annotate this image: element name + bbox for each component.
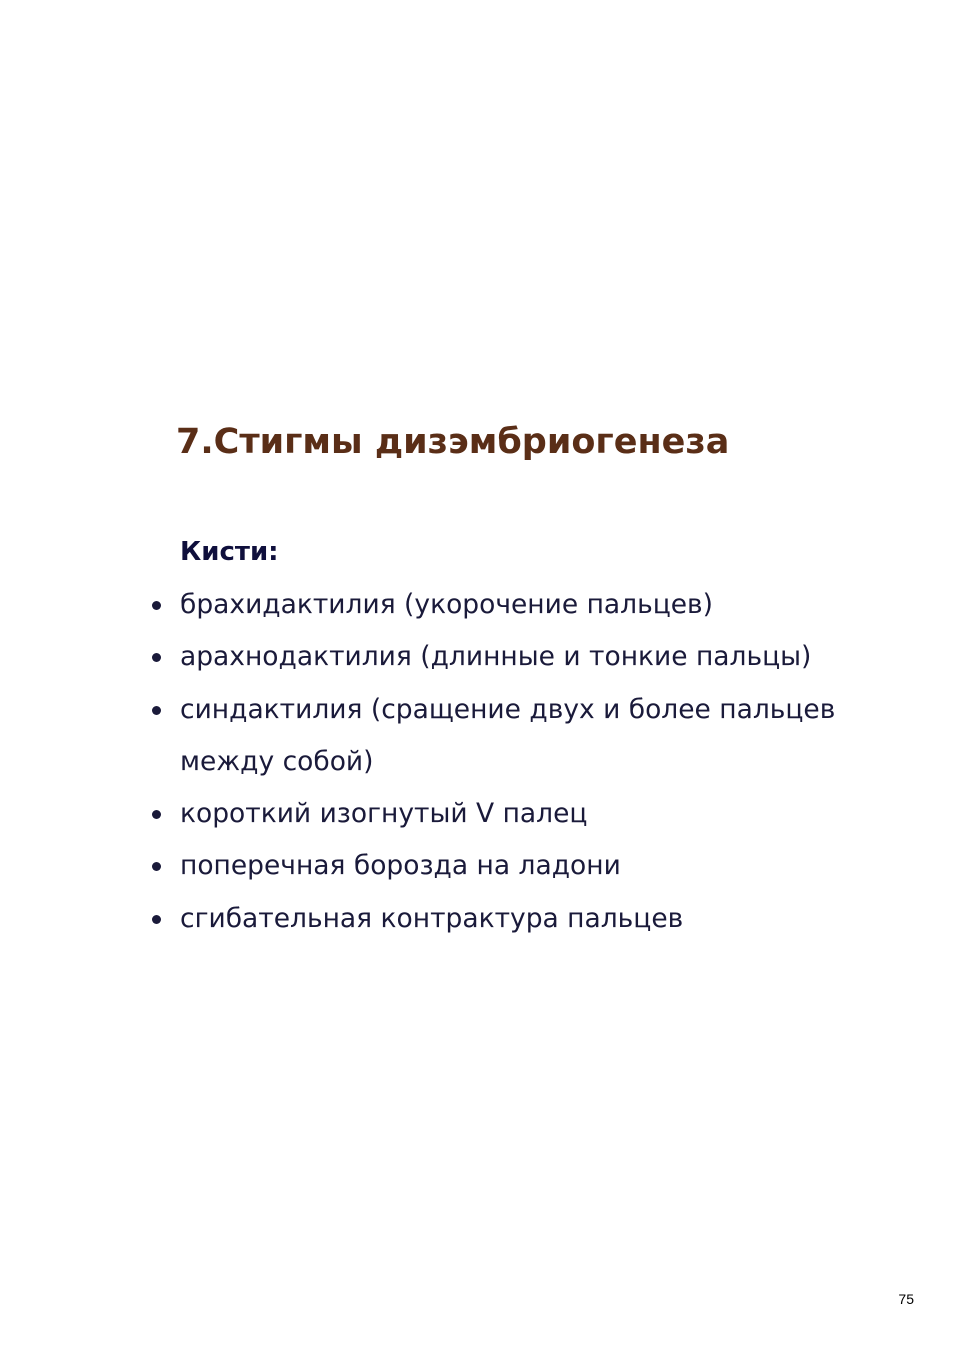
slide-title: 7.Стигмы дизэмбриогенеза bbox=[176, 422, 730, 462]
list-item-text: поперечная борозда на ладони bbox=[180, 850, 621, 882]
section-heading: Кисти: bbox=[180, 537, 279, 567]
list-item-text: короткий изогнутый V палец bbox=[180, 798, 588, 830]
bullet-icon bbox=[152, 601, 161, 610]
bullet-icon bbox=[152, 653, 161, 662]
bullet-icon bbox=[152, 706, 161, 715]
list-item-text: брахидактилия (укорочение пальцев) bbox=[180, 589, 713, 620]
list-item bbox=[148, 579, 908, 631]
bullet-list bbox=[148, 579, 908, 945]
list-item-text: арахнодактилия (длинные и тонкие пальцы) bbox=[180, 641, 812, 673]
bullet-icon bbox=[152, 915, 161, 924]
list-item bbox=[148, 840, 908, 892]
list-item-text: сгибательная контрактура пальцев bbox=[180, 902, 684, 934]
list-item bbox=[148, 631, 908, 683]
list-item bbox=[148, 788, 908, 840]
list-item bbox=[148, 684, 908, 789]
page-number: 75 bbox=[898, 1291, 914, 1307]
bullet-icon bbox=[152, 862, 161, 871]
list-item bbox=[148, 893, 908, 945]
list-item-text: синдактилия (сращение двух и более пальцев между собой) bbox=[180, 693, 836, 777]
bullet-icon bbox=[152, 810, 161, 819]
